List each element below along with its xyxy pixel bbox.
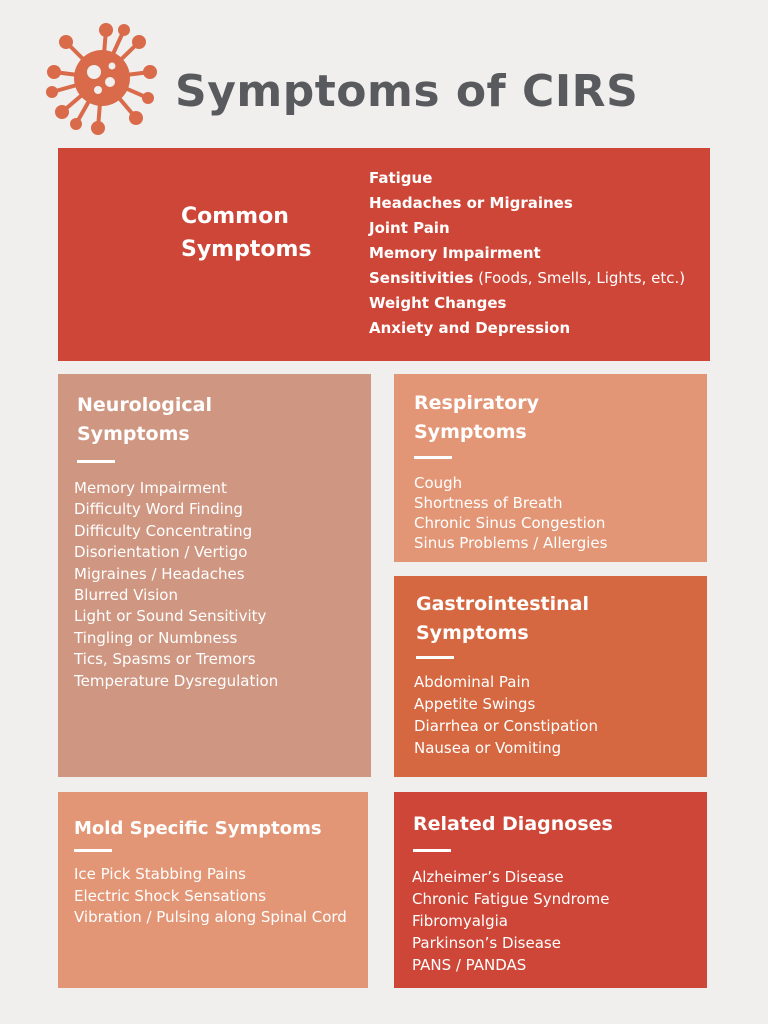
list-item: Cough <box>414 474 463 492</box>
list-item: Difficulty Word Finding <box>74 500 243 519</box>
list-item: Migraines / Headaches <box>74 564 245 583</box>
divider <box>416 656 454 659</box>
list-item: Sinus Problems / Allergies <box>414 534 608 552</box>
common-symptoms-list <box>369 166 685 341</box>
list-item: Memory Impairment <box>74 479 227 497</box>
header <box>44 20 724 136</box>
heading-line: Symptoms <box>414 421 527 443</box>
list-item: Appetite Swings <box>414 695 536 713</box>
list-item: Light or Sound Sensitivity <box>74 607 267 626</box>
list-item: Tingling or Numbness <box>74 628 238 647</box>
page-title: Symptoms of CIRS <box>175 66 639 117</box>
list-item-note: (Foods, Smells, Lights, etc.) <box>473 269 686 287</box>
list-item: Shortness of Breath <box>414 494 563 512</box>
list-item: Fatigue <box>369 169 433 187</box>
related-diagnoses-panel <box>394 792 707 988</box>
gastrointestinal-symptoms-heading <box>416 590 589 648</box>
list-item: Electric Shock Sensations <box>74 886 267 905</box>
gastrointestinal-symptoms-panel <box>394 576 707 777</box>
list-item: Joint Pain <box>369 219 450 237</box>
list-item: PANS / PANDAS <box>412 956 527 974</box>
heading-line: Symptoms <box>77 423 190 445</box>
heading-line: Symptoms <box>416 622 529 644</box>
respiratory-symptoms-list <box>414 473 607 553</box>
heading-line: Common <box>181 204 289 229</box>
mold-specific-symptoms-panel <box>58 792 368 988</box>
list-item: Memory Impairment <box>369 244 541 262</box>
list-item: Ice Pick Stabbing Pains <box>74 865 246 883</box>
list-item: Weight Changes <box>369 294 507 312</box>
related-diagnoses-heading: Related Diagnoses <box>413 813 613 835</box>
list-item: Disorientation / Vertigo <box>74 543 248 562</box>
divider <box>74 849 112 852</box>
neurological-symptoms-panel <box>58 374 371 777</box>
list-item: Nausea or Vomiting <box>414 739 562 757</box>
heading-line: Respiratory <box>414 392 540 414</box>
list-item: Blurred Vision <box>74 586 178 605</box>
related-diagnoses-list <box>412 866 609 976</box>
list-item: Headaches or Migraines <box>369 194 573 212</box>
list-item: Diarrhea or Constipation <box>414 717 598 735</box>
mold-specific-symptoms-list <box>74 864 354 929</box>
gastrointestinal-symptoms-list <box>414 671 598 759</box>
list-item: Sensitivities (Foods, Smells, Lights, etc.) <box>369 269 686 287</box>
list-item: Abdominal Pain <box>414 673 531 691</box>
divider <box>413 849 451 852</box>
list-item: Anxiety and Depression <box>369 319 571 337</box>
list-item: Chronic Fatigue Syndrome <box>412 890 610 908</box>
mold-specific-symptoms-heading: Mold Specific Symptoms <box>74 818 322 839</box>
divider <box>77 460 115 463</box>
list-item: Tics, Spasms or Tremors <box>74 650 256 669</box>
list-item: Vibration / Pulsing along Spinal Cord <box>74 908 347 926</box>
common-symptoms-heading <box>181 200 312 266</box>
heading-line: Symptoms <box>181 237 312 262</box>
list-item: Fibromyalgia <box>412 912 508 930</box>
respiratory-symptoms-heading <box>414 389 539 447</box>
divider <box>414 456 452 459</box>
neurological-symptoms-heading <box>77 391 212 449</box>
common-symptoms-panel <box>58 148 710 361</box>
neurological-symptoms-list <box>74 478 278 692</box>
heading-line: Neurological <box>77 394 213 416</box>
respiratory-symptoms-panel <box>394 374 707 562</box>
list-item: Chronic Sinus Congestion <box>414 514 606 532</box>
virus-icon <box>44 20 160 136</box>
list-item: Difficulty Concentrating <box>74 521 253 540</box>
heading-line: Gastrointestinal <box>416 593 590 615</box>
list-item: Alzheimer’s Disease <box>412 868 564 886</box>
list-item: Temperature Dysregulation <box>74 671 279 690</box>
list-item: Parkinson’s Disease <box>412 934 561 952</box>
